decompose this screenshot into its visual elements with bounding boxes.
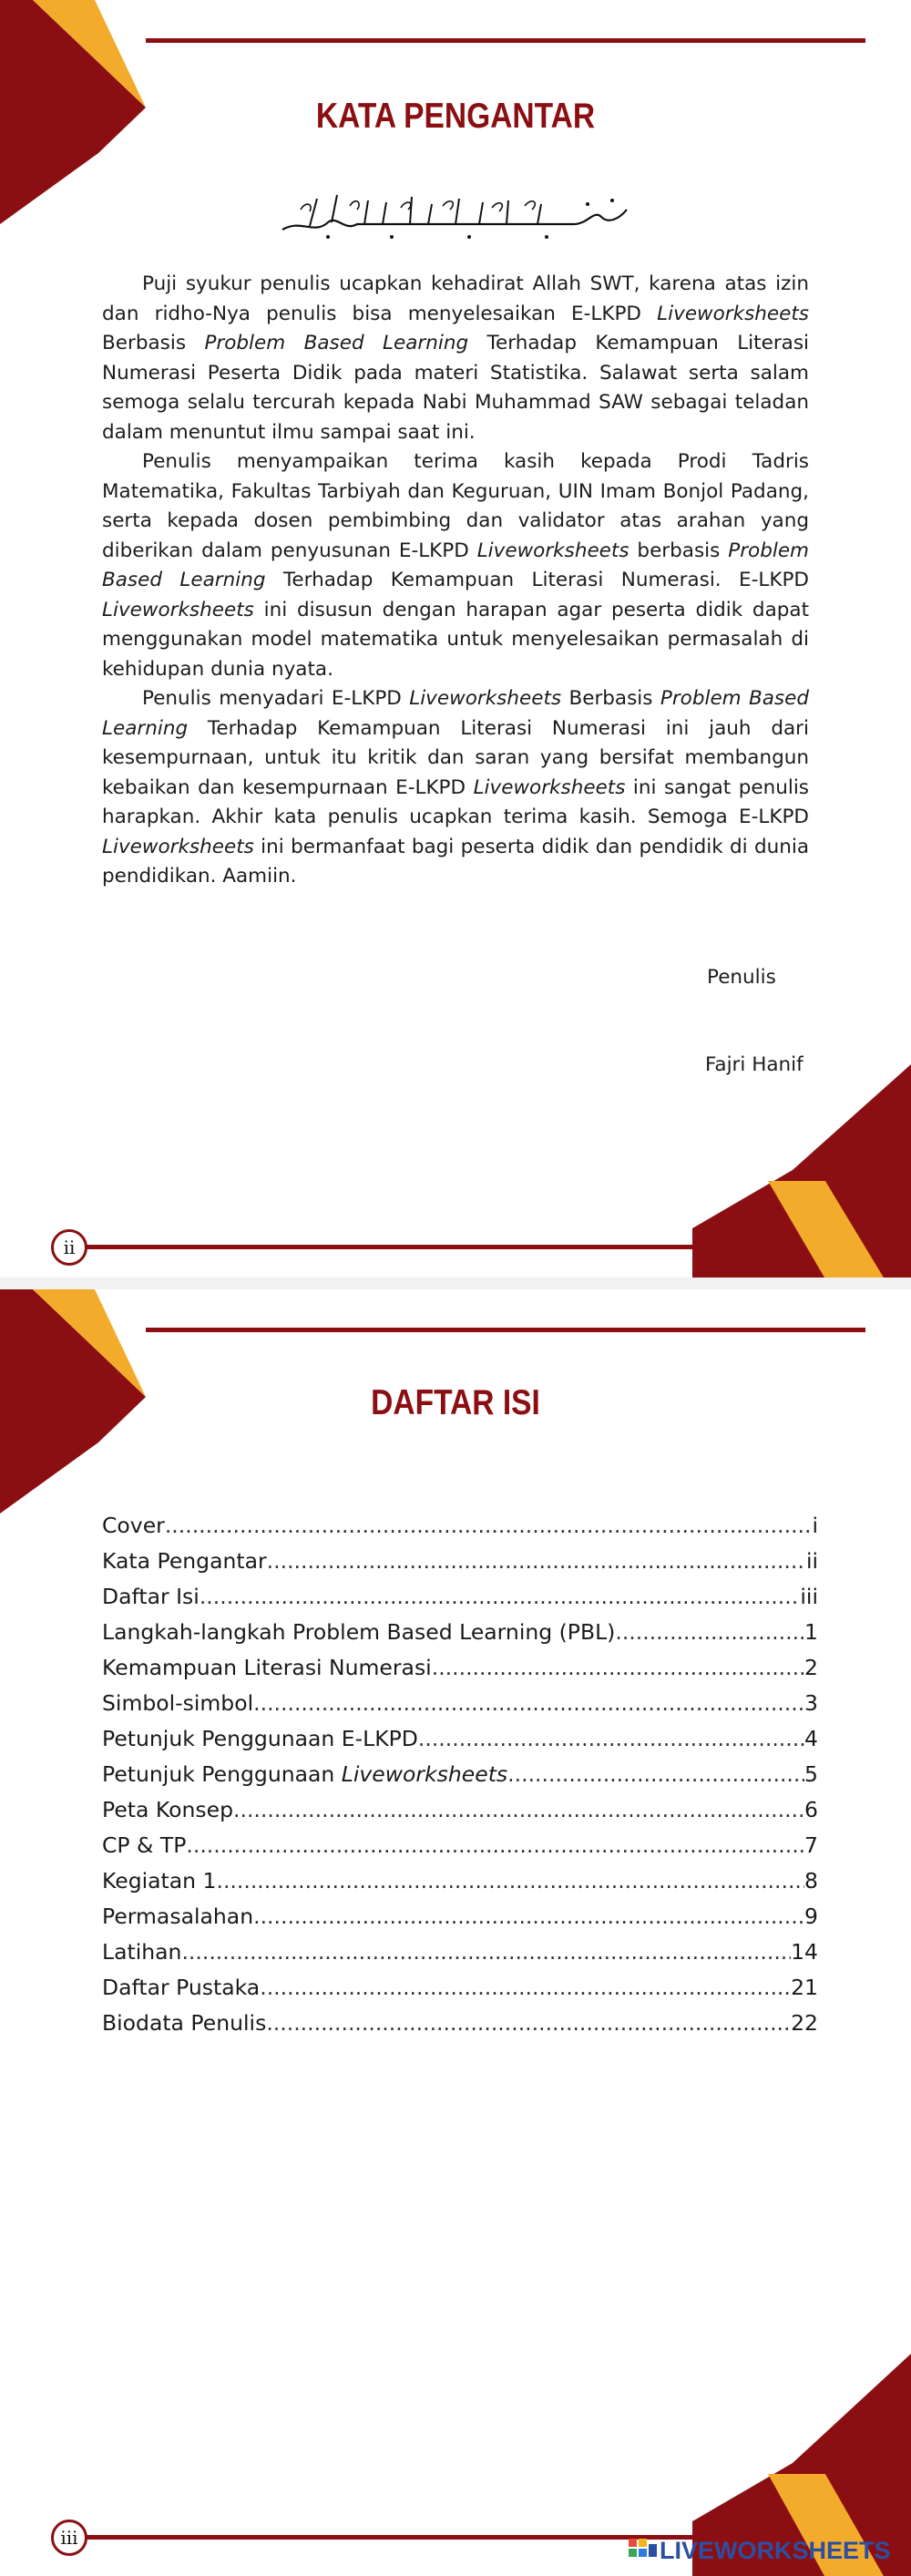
toc-label: Peta Konsep xyxy=(102,1797,234,1822)
toc-leader-dots xyxy=(200,1584,801,1609)
text-run: Berbasis xyxy=(561,687,660,710)
paragraph xyxy=(102,684,809,892)
toc-leader-dots xyxy=(181,1939,791,1965)
paragraph xyxy=(102,270,809,447)
paragraph xyxy=(102,447,809,684)
toc-row xyxy=(102,1513,818,1548)
italic-term: Problem Based Learning xyxy=(102,539,809,591)
toc-page-number: 22 xyxy=(791,2010,818,2036)
toc-page-number: 1 xyxy=(804,1619,818,1645)
page-kata-pengantar xyxy=(0,0,911,1278)
italic-term: Liveworksheets xyxy=(102,835,254,858)
bismillah-calligraphy-icon xyxy=(273,182,638,251)
toc-row xyxy=(102,1939,818,1975)
toc-label: Kegiatan 1 xyxy=(102,1868,217,1894)
toc-row xyxy=(102,1726,818,1761)
toc-page-number: 5 xyxy=(804,1761,818,1787)
text-run: Terhadap Kemampuan Literasi Numerasi Peserta Didik pada materi Statistika. Salawat serta salam semoga selalu tercurah kepada Nabi Muhammad SAW sebagai teladan dalam menuntut ilmu sampai saat ini. xyxy=(102,332,810,444)
liveworksheets-logo[interactable] xyxy=(629,2532,891,2569)
toc-label: Latihan xyxy=(102,1939,182,1965)
italic-term: Liveworksheets xyxy=(476,539,630,562)
toc-page-number: 8 xyxy=(804,1868,818,1894)
italic-term: Problem Based Learning xyxy=(102,687,810,740)
toc-label: Simbol-simbol xyxy=(102,1690,254,1716)
text-run: Penulis menyampaikan terima kasih kepada Prodi Tadris Matematika, Fakultas Tarbiyah dan Keguruan, UIN Imam Bonjol Padang, serta kepada dosen pembimbing dan validator atas arahan yang diberikan dalam penyusunan E-LKPD xyxy=(102,450,809,562)
toc-label: Biodata Penulis xyxy=(102,2010,267,2036)
toc-row xyxy=(102,1584,818,1619)
text-run: ini sangat penulis harapkan. Akhir kata penulis ucapkan terima kasih. Semoga E-LKPD xyxy=(102,775,809,828)
toc-page-number: 14 xyxy=(791,1939,818,1965)
toc-row xyxy=(102,1975,818,2010)
toc-page-number: ii xyxy=(805,1548,818,1574)
italic-term: Liveworksheets xyxy=(473,775,626,799)
toc-label: Daftar Pustaka xyxy=(102,1975,261,2000)
text-run: Penulis menyadari E-LKPD xyxy=(142,687,410,710)
toc-label: Permasalahan xyxy=(102,1904,254,1929)
toc-row xyxy=(102,1868,818,1904)
toc-page-number: 21 xyxy=(791,1975,818,2000)
toc-label: Petunjuk Penggunaan E-LKPD xyxy=(102,1726,418,1751)
toc-label-italic: Liveworksheets xyxy=(341,1761,508,1787)
toc-leader-dots xyxy=(165,1513,813,1538)
toc-leader-dots xyxy=(432,1655,804,1680)
italic-term: Liveworksheets xyxy=(657,302,809,325)
table-of-contents xyxy=(102,1513,818,2046)
signature-label: Penulis xyxy=(707,966,776,989)
toc-leader-dots xyxy=(267,1548,806,1574)
toc-label: Kemampuan Literasi Numerasi xyxy=(102,1655,432,1680)
toc-label: CP & TP xyxy=(102,1832,187,1858)
toc-leader-dots xyxy=(186,1832,804,1858)
toc-leader-dots xyxy=(216,1868,804,1894)
text-run: Terhadap Kemampuan Literasi Numerasi ini jauh dari kesempurnaan, untuk itu kritik dan saran yang bersifat membangun kebaikan dan kesempurnaan E-LKPD xyxy=(102,716,809,799)
text-run: ini bermanfaat bagi peserta didik dan pendidik di dunia pendidikan. Aamiin. xyxy=(102,835,809,888)
toc-page-number: 3 xyxy=(804,1690,818,1716)
toc-label: Kata Pengantar xyxy=(102,1548,267,1574)
text-run: Berbasis xyxy=(102,332,205,354)
toc-row xyxy=(102,1690,818,1726)
toc-page-number: 7 xyxy=(804,1832,818,1858)
toc-page-number: 2 xyxy=(804,1655,818,1680)
toc-leader-dots xyxy=(615,1619,804,1645)
liveworksheets-logo-icon xyxy=(629,2537,660,2564)
toc-row xyxy=(102,1619,818,1655)
toc-leader-dots xyxy=(418,1726,804,1751)
toc-row xyxy=(102,1548,818,1584)
toc-label: Daftar Isi xyxy=(102,1584,200,1609)
italic-term: Problem Based Learning xyxy=(204,332,469,354)
toc-leader-dots xyxy=(507,1761,804,1787)
text-run: berbasis xyxy=(629,539,729,562)
toc-row xyxy=(102,1655,818,1690)
page-title: KATA PENGANTAR xyxy=(315,97,596,136)
toc-page-number: 4 xyxy=(804,1726,818,1751)
toc-label: Cover xyxy=(102,1513,165,1538)
italic-term: Liveworksheets xyxy=(102,598,254,621)
toc-row xyxy=(102,1761,818,1797)
toc-page-number: i xyxy=(812,1513,818,1538)
signature-name: Fajri Hanif xyxy=(705,1053,804,1076)
toc-leader-dots xyxy=(266,2010,791,2036)
toc-leader-dots xyxy=(233,1797,804,1822)
toc-row xyxy=(102,1904,818,1939)
toc-leader-dots xyxy=(253,1904,804,1929)
text-run: ini disusun dengan harapan agar peserta didik dapat menggunakan model matematika untuk menyelesaikan permasalah di kehidupan dunia nyata. xyxy=(102,598,809,681)
page-separator xyxy=(0,1278,911,1289)
toc-row xyxy=(102,2010,818,2046)
page-number-badge: ii xyxy=(51,1229,87,1266)
toc-row xyxy=(102,1797,818,1832)
toc-page-number: 9 xyxy=(804,1904,818,1929)
italic-term: Liveworksheets xyxy=(409,687,562,710)
page-number-badge: iii xyxy=(51,2520,87,2556)
toc-label: Petunjuk Penggunaan Liveworksheets xyxy=(102,1761,508,1787)
logo-text: LIVEWORKSHEETS xyxy=(660,2536,891,2564)
foreword-body xyxy=(102,270,809,892)
page-title: DAFTAR ISI xyxy=(371,1383,540,1422)
toc-page-number: 6 xyxy=(804,1797,818,1822)
text-run: Puji syukur penulis ucapkan kehadirat Allah SWT, karena atas izin dan ridho-Nya penulis bisa menyelesaikan E-LKPD xyxy=(102,272,809,325)
toc-leader-dots xyxy=(253,1690,804,1716)
toc-page-number: iii xyxy=(800,1584,818,1609)
toc-leader-dots xyxy=(260,1975,791,2000)
toc-label: Langkah-langkah Problem Based Learning (PBL) xyxy=(102,1619,616,1645)
text-run: Terhadap Kemampuan Literasi Numerasi. E-LKPD xyxy=(265,569,809,591)
toc-row xyxy=(102,1832,818,1868)
